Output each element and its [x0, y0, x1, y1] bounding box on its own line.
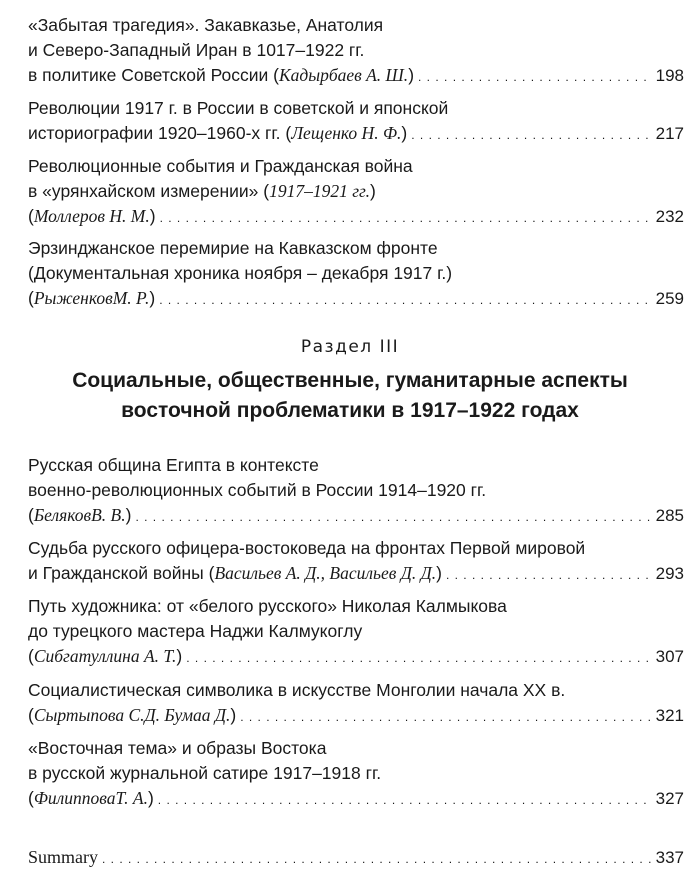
entry-author: Васильев А. Д., Васильев Д. Д. — [214, 563, 437, 583]
leader-dots — [186, 646, 651, 671]
leader-dots — [240, 705, 651, 730]
entry-title-line: до турецкого мастера Наджи Калмукоглу — [28, 621, 363, 641]
entry-author: Моллеров Н. М. — [33, 206, 150, 226]
entry-last-line: и Гражданской войны (Васильев А. Д., Васильев Д. Д.) . . . 293 — [28, 561, 684, 588]
toc-entry[interactable] — [28, 13, 684, 90]
page-number: 259 — [655, 289, 684, 308]
section-label: Раздел III — [300, 337, 400, 357]
entry-title-line: в «урянхайском измерении» (1917–1921 гг.) — [28, 181, 376, 201]
summary-label: Summary — [28, 847, 98, 867]
entry-last-line: (Сибгатуллина А. Т.) . . . 307 — [28, 644, 684, 671]
entry-last-line: (Моллеров Н. М.) . . . 232 — [28, 204, 684, 231]
entry-last-line: (Сыртыпова С.Д. Бумаа Д.) . . . 321 — [28, 703, 684, 730]
entry-author: Сыртыпова С.Д. Бумаа Д. — [33, 705, 231, 725]
page-number: 198 — [655, 66, 684, 85]
page-number: 217 — [655, 124, 684, 143]
entry-last-line — [28, 845, 684, 872]
entry-author: Лещенко Н. Ф. — [291, 123, 402, 143]
section-title-line: Социальные, общественные, гуманитарные аспекты — [72, 369, 628, 392]
page-number: 293 — [655, 564, 684, 583]
entry-last-line: (ФилипповаТ. А.) . . . 327 — [28, 786, 684, 813]
toc-entry[interactable] — [28, 96, 684, 148]
toc-entry[interactable] — [28, 236, 684, 313]
entry-title-line: Социалистическая символика в искусстве Монголии начала XX в. — [28, 680, 566, 700]
entry-author: Кадырбаев А. Ш. — [279, 65, 409, 85]
entry-title-line: «Забытая трагедия». Закавказье, Анатолия — [28, 15, 384, 35]
entry-author: БеляковВ. В. — [33, 505, 126, 525]
page-number: 337 — [655, 848, 684, 867]
entry-author: РыженковМ. Р. — [33, 288, 150, 308]
entry-title-line: Русская община Египта в контексте — [28, 455, 319, 475]
toc-entry[interactable] — [28, 536, 684, 588]
page-number: 232 — [655, 207, 684, 226]
entry-author: ФилипповаТ. А. — [33, 788, 148, 808]
leader-dots — [418, 65, 652, 90]
page-number: 321 — [655, 706, 684, 725]
toc-entry[interactable] — [28, 736, 684, 813]
entry-title-line: Революции 1917 г. в России в советской и японской — [28, 98, 449, 118]
page-number: 307 — [655, 647, 684, 666]
toc-entry[interactable] — [28, 453, 684, 530]
leader-dots — [102, 847, 652, 872]
entry-author: Сибгатуллина А. Т. — [33, 646, 177, 666]
section-title-line: восточной проблематики в 1917–1922 годах — [121, 399, 579, 422]
toc-entry[interactable] — [28, 594, 684, 671]
entry-title-line: и Северо-Западный Иран в 1017–1922 гг. — [28, 40, 365, 60]
leader-dots — [159, 288, 651, 313]
leader-dots — [135, 505, 651, 530]
page-number: 285 — [655, 506, 684, 525]
entry-title-line: (Документальная хроника ноября – декабря 1917 г.) — [28, 263, 453, 283]
entry-title-line: Путь художника: от «белого русского» Николая Калмыкова — [28, 596, 507, 616]
toc-entry[interactable] — [28, 678, 684, 730]
leader-dots — [446, 563, 652, 588]
entry-last-line: историографии 1920–1960-х гг. (Лещенко Н. Ф.) . . . 217 — [28, 121, 684, 148]
page-number: 327 — [655, 789, 684, 808]
entry-title-line: военно-революционных событий в России 1914–1920 гг. — [28, 480, 487, 500]
entry-last-line: (БеляковВ. В.) . . . 285 — [28, 503, 684, 530]
entry-title-line: Эрзинджанское перемирие на Кавказском фронте — [28, 238, 438, 258]
leader-dots — [411, 123, 651, 148]
leader-dots — [160, 206, 652, 231]
section-title — [0, 366, 700, 426]
entry-title-line: Судьба русского офицера-востоковеда на фронтах Первой мировой — [28, 538, 586, 558]
toc-entry[interactable] — [28, 154, 684, 231]
leader-dots — [158, 788, 652, 813]
toc-entry-summary[interactable] — [28, 845, 684, 872]
entry-last-line: (РыженковМ. Р.) . . . 259 — [28, 286, 684, 313]
entry-dates: 1917–1921 гг. — [269, 181, 371, 201]
entry-last-line: в политике Советской России (Кадырбаев А. Ш.) . . . 198 — [28, 63, 684, 90]
entry-title-line: в русской журнальной сатире 1917–1918 гг. — [28, 763, 382, 783]
entry-title-line: «Восточная тема» и образы Востока — [28, 738, 327, 758]
entry-title-line: Революционные события и Гражданская война — [28, 156, 413, 176]
